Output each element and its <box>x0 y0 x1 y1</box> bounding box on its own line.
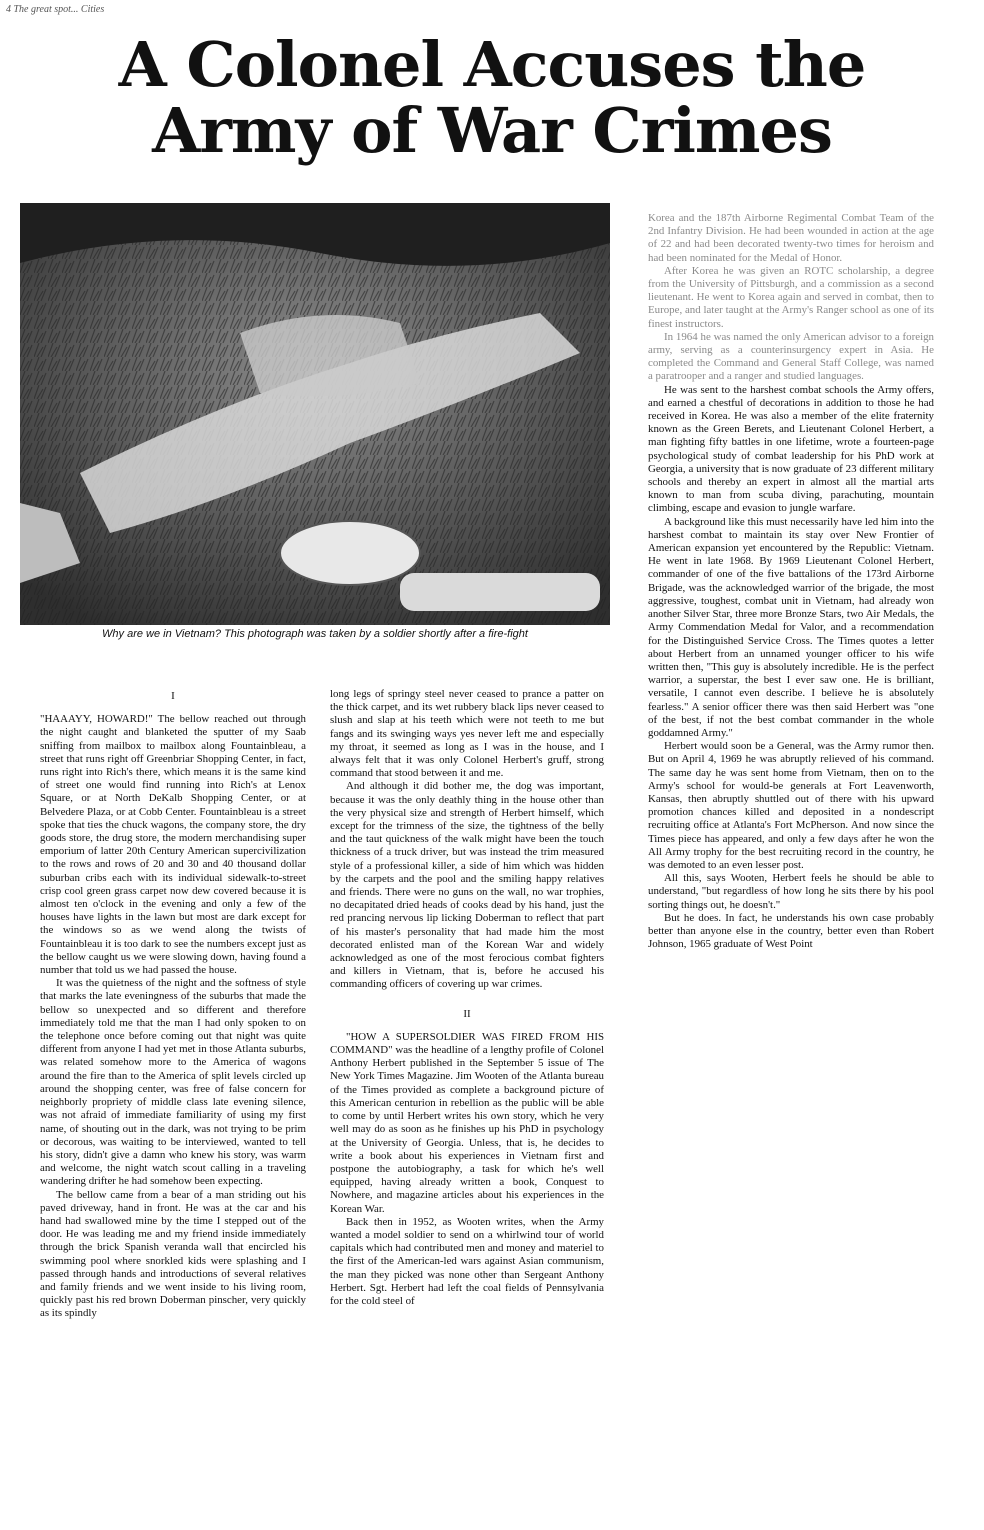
paragraph: "HAAAYY, HOWARD!" The bellow reached out through the night caught and blanketed the sputter of my Saab sniffing from mailbox to mailbox along Fountainbleau, a street that runs right off Greenbriar Shopping Center, in fact, runs right into Rich's there, which means it is the same kind of street one would find running into Rich's at Lenox Square, or at North DeKalb Shopping Center, or at Belvedere Plaza, or at Cobb Center. Fountainbleau is a street spoke that ties the chuck wagons, the company store, the dry goods store, the drug store, the modern merchandising super emporium of latter 20th Century American supercivilization to the rows and rows of 20 and 30 and 40 thousand dollar suburban cribs each with its individual sidewalk-to-street crisp cool green grass carpet now dew covered because it is almost ten o'clock in the evening and only a few of the houses have lights in the lawn but most are dark except for the windows so as we wend along the twists of Fountainbleau it is too dark to see the numbers except just as the bellow caught us we were slowing down, having found a number that told us we had passed the house. <box>40 713 306 977</box>
paragraph: In 1964 he was named the only American advisor to a foreign army, serving as a counterinsurgency expert in Asia. He completed the Command and General Staff College, was named a paratrooper and a ranger and studied languages. <box>648 330 934 383</box>
paragraph: After Korea he was given an ROTC scholarship, a degree from the University of Pittsburgh, and a commission as a second lieutenant. He went to Korea again and served in combat, then to Europe, and later taught at the Army's Ranger school as one of its finest instructors. <box>648 264 934 330</box>
paragraph: But he does. In fact, he understands his own case probably better than anyone else in the country, better even than Robert Johnson, 1965 graduate of West Point <box>648 911 934 951</box>
war-photo <box>20 203 610 625</box>
column-left <box>40 688 306 1321</box>
paragraph: All this, says Wooten, Herbert feels he should be able to understand, "but regardless of how long he sits there by his pool sorting things out, he doesn't." <box>648 872 934 911</box>
photo-caption: Why are we in Vietnam? This photograph was taken by a soldier shortly after a fire-fight <box>102 628 528 640</box>
faded-text-block <box>648 212 934 384</box>
headline-line-1: A Colonel Accuses the <box>118 28 866 101</box>
paragraph: The bellow came from a bear of a man striding out his paved driveway, hand in front. He was at the car and his hand had swallowed mine by the time I stepped out of the door. He was leading me and my friend inside immediately through the brick Spanish veranda wall that encircled his swimming pool where snorkled kids were splashing and I passed through hands and introductions of several relatives and family friends and we went inside to his living room, quickly past his red brown Doberman pinscher, very quickly as its spindly <box>40 1188 306 1320</box>
paragraph: He was sent to the harshest combat schools the Army offers, and earned a chestful of decorations in addition to those he had received in Korea. He was also a member of the elite fraternity known as the Green Berets, and Lieutenant Colonel Herbert, a man fighting fifty battles in one lifetime, wrote a fourteen-page psychological study of combat leadership for his PhD work at Georgia, a university that is now graduate of 23 different military schools and thereby an expert in almost all the martial arts known to man from scuba diving, parachuting, mountain climbing, escape and evasion to jungle warfare. <box>648 383 934 515</box>
paragraph: It was the quietness of the night and the softness of style that marks the late eveningness of the suburbs that made the bellow so unexpected and so different and therefore immediately told me that the man I had only spoken to on the telephone once before coming out that night was quite different from anyone I had yet met in those Atlanta suburbs, was related somehow more to the America of wagons around the fire than to the America of split levels circled up around the shopping center, was free of false concern for neighborly propriety of middle class late evening silence, was not afraid of immediate familiarity of using my first name, of shouting out in the dark, was not trying to be prim or decorous, was waiting to be interviewed, wanted to tell his story, didn't give a damn who knew his story, was warm and welcome, the night watch scout calling in a traveling wandering drifter he had somehow been expecting. <box>40 977 306 1188</box>
section-number: II <box>463 1007 471 1020</box>
paragraph: Korea and the 187th Airborne Regimental Combat Team of the 2nd Infantry Division. He had been wounded in action at the age of 22 and had been decorated twenty-two times for heroism and had been nominated for the Medal of Honor. <box>648 212 934 264</box>
column-middle <box>330 688 604 1308</box>
section-number: I <box>171 690 175 702</box>
headline <box>0 28 984 167</box>
paragraph: And although it did bother me, the dog was important, because it was the only deathly thing in the house other than the very physical size and strength of Herbert himself, which except for the trimness of the size, the tightness of the belly and the taut quickness of the walk might have been the touch thickness of a truck driver, but was instead the trim measured style of a professional killer, a side of him which was hidden by the carpets and the pool and the smiling happy relatives and friends. There were no guns on the wall, no war trophies, no decapitated dried heads of cooks dead by his hand, just the red prancing nervous lip licking Doberman to reflect that part of his master's personality that had made him the most decorated enlisted man of the Korean War and widely acknowledged as one of the most ferocious combat fighters and killers in Vietnam, that is, before he accused his commanding officers of covering up war crimes. <box>330 780 604 991</box>
war-photo-image <box>20 203 610 625</box>
paragraph: Herbert would soon be a General, was the Army rumor then. But on April 4, 1969 he was abruptly relieved of his command. The same day he was sent home from Vietnam, then on to the Army's school for would-be generals at Fort Leavenworth, Kansas, then abruptly shuttled out of there with his upward promotion chances killed and deposited in a nondescript recruiting office at Atlanta's Fort McPherson. And now since the Times piece has appeared, and only a few days after he won the All Army trophy for the best recruiting record in the country, he was demoted to an even lesser post. <box>648 740 934 871</box>
column-right <box>648 212 934 951</box>
running-head: 4 The great spot... Cities <box>6 4 105 15</box>
paragraph: long legs of springy steel never ceased to prance a patter on the thick carpet, and its wet rubbery black lips never ceased to slush and slap at his teeth which were not teeth to me but fangs and its swinging ways yes never left me and especially my throat, it seemed as long as I was in the house, and I always felt that it was only Colonel Herbert's gruff, strong command that stood between it and me. <box>330 688 604 780</box>
paragraph: "HOW A SUPERSOLDIER WAS FIRED FROM HIS COMMAND" was the headline of a lengthy profile of Colonel Anthony Herbert published in the September 5 issue of The New York Times Magazine. Jim Wooten of the Atlanta bureau of the Times provided as complete a background picture of this American centurion in rebellion as the public will be able to come by until Herbert writes his own story, which he very well may do as soon as he finishes up his PhD in psychology at the University of Georgia. Unless, that is, he decides to write a book about his experiences in Vietnam first and postpone the autobiography, a task for which he's well equipped, having already written a book, Conquest to Nowhere, and magazine articles about his experiences in the Korean War. <box>330 1030 604 1215</box>
paragraph: Back then in 1952, as Wooten writes, when the Army wanted a model soldier to send on a whirlwind tour of world capitals which had contributed men and money and materiel to the first of the American-led wars against Asian communism, the man they picked was none other than Sergeant Anthony Herbert. Sgt. Herbert had left the coal fields of Pennsylvania for the cold steel of <box>330 1215 604 1307</box>
paragraph: A background like this must necessarily have led him into the harshest combat to maintain its stay over New Frontier of American expansion yet encountered by the Republic: Vietnam. He went in late 1968. By 1969 Lieutenant Colonel Herbert, commander of one of the five battalions of the 173rd Airborne Brigade, was the acknowledged warrior of the brigade, the most aggressive, toughest, combat unit in Vietnam, had already won another Silver Star, three more Bronze Stars, two Air Medals, the Army Commendation Medal for Valor, and a recommendation for the Distinguished Service Cross. The Times quotes a letter about Herbert from an unnamed younger officer to his wife written then, "This guy is absolutely incredible. He is the perfect warrior, a superstar, the best I ever saw one. He is brilliant, versatile, I cannot even describe. I believe he is absolutely fearless." A senior officer there was then said Herbert was "one of the best, if not the best combat commander in the whole goddamned Army." <box>648 515 934 739</box>
headline-line-2: Army of War Crimes <box>152 94 832 167</box>
